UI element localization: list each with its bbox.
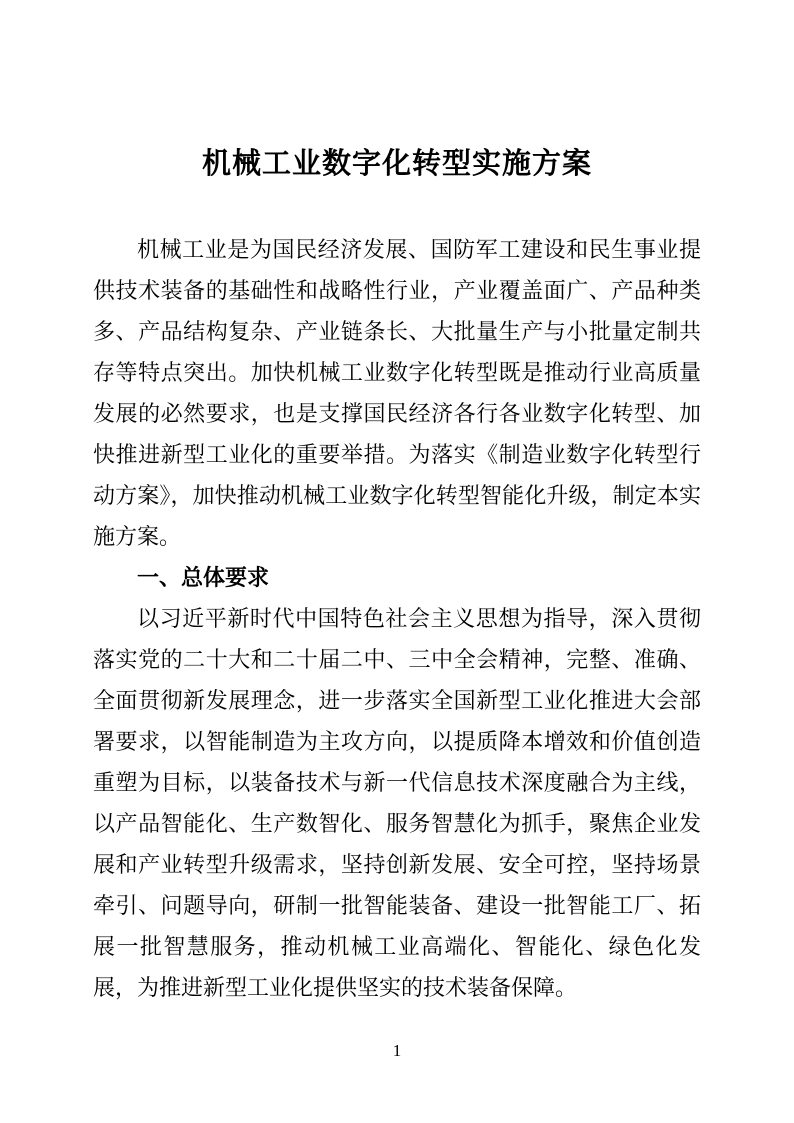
page-number: 1	[392, 1041, 402, 1060]
intro-paragraph: 机械工业是为国民经济发展、国防军工建设和民生事业提供技术装备的基础性和战略性行业，产业覆盖面广、产品种类多、产品结构复杂、产业链条长、大批量生产与小批量定制共存等特点突出。加快机械工业数字化转型既是推动行业高质量发展的必然要求，也是支撑国民经济各行各业数字化转型、加快推进新型工业化的重要举措。为落实《制造业数字化转型行动方案》，加快推动机械工业数字化转型智能化升级，制定本实施方案。	[93, 237, 701, 549]
section-1-heading: 一、总体要求	[137, 565, 270, 590]
document-content	[93, 143, 701, 1008]
document-title: 机械工业数字化转型实施方案	[201, 148, 592, 180]
section-1-paragraph: 以习近平新时代中国特色社会主义思想为指导，深入贯彻落实党的二十大和二十届二中、三中全会精神，完整、准确、全面贯彻新发展理念，进一步落实全国新型工业化推进大会部署要求，以智能制造为主攻方向，以提质降本增效和价值创造重塑为目标，以装备技术与新一代信息技术深度融合为主线，以产品智能化、生产数智化、服务智慧化为抓手，聚焦企业发展和产业转型升级需求，坚持创新发展、安全可控，坚持场景牵引、问题导向，研制一批智能装备、建设一批智能工厂、拓展一批智慧服务，推动机械工业高端化、智能化、绿色化发展，为推进新型工业化提供坚实的技术装备保障。	[93, 606, 701, 1000]
